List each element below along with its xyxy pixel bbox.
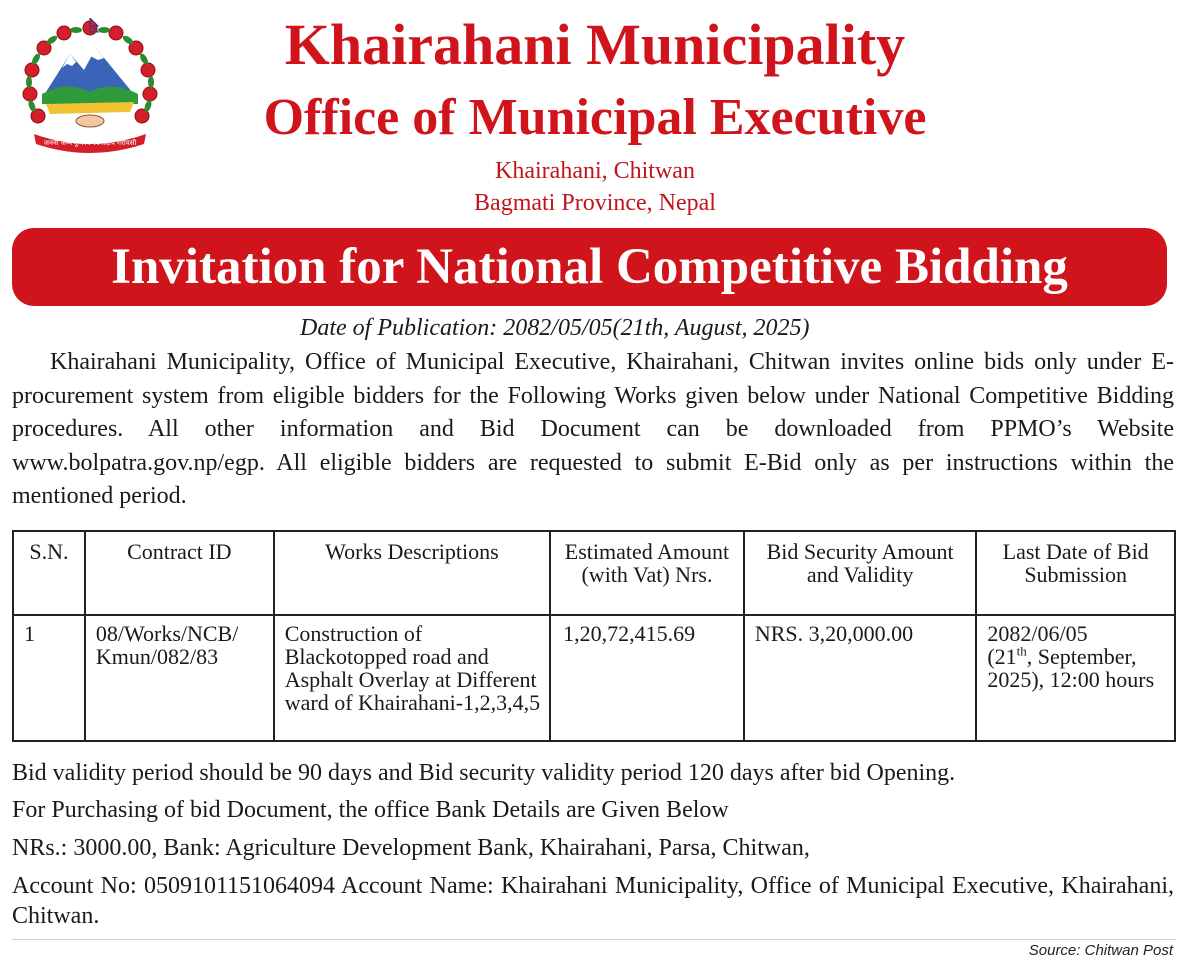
nepal-emblem-logo	[12, 18, 167, 153]
header-works-descriptions: Works Descriptions	[274, 531, 550, 615]
cell-last-date	[976, 615, 1175, 741]
table-header-row	[13, 531, 1175, 615]
office-title: Office of Municipal Executive	[263, 89, 927, 146]
table-row	[13, 615, 1175, 741]
emblem-motto-text: जननी जन्मभूमिश्च स्वर्गादपि गरीयसी	[43, 139, 137, 147]
footer-divider	[12, 939, 1176, 940]
cell-amount: 1,20,72,415.69	[550, 615, 744, 741]
cell-contract-id: 08/Works/NCB/ Kmun/082/83	[85, 615, 274, 741]
header-sn: S.N.	[13, 531, 85, 615]
address-line-1: Khairahani, Chitwan	[495, 158, 695, 184]
municipality-title: Khairahani Municipality	[284, 12, 906, 77]
cell-bid-security: NRS. 3,20,000.00	[744, 615, 976, 741]
header-contract-id: Contract ID	[85, 531, 274, 615]
header-last-date: Last Date of Bid Submission	[976, 531, 1175, 615]
validity-note: Bid validity period should be 90 days and Bid security validity period 120 days after bid Opening.	[12, 760, 956, 786]
invitation-banner: Invitation for National Competitive Bidding	[12, 228, 1167, 306]
bank-details: NRs.: 3000.00, Bank: Agriculture Development Bank, Khairahani, Parsa, Chitwan,	[12, 835, 810, 861]
cell-sn: 1	[13, 615, 85, 741]
intro-paragraph: Khairahani Municipality, Office of Municipal Executive, Khairahani, Chitwan invites online bids only under E-procurement system from eligible bidders for the Following Works given below under National Competitive Bidding procedures. All other information and Bid Document can be downloaded from PPMO’s Website www.bolpatra.gov.np/egp. All eligible bidders are requested to submit E-Bid only as per instructions within the mentioned period.	[12, 349, 1174, 509]
publication-date: Date of Publication: 2082/05/05(21th, August, 2025)	[300, 315, 810, 341]
header-bid-security: Bid Security Amount and Validity	[744, 531, 976, 615]
last-date-paren: (21	[987, 644, 1017, 669]
source-credit: Source: Chitwan Post	[1028, 942, 1173, 959]
address-line-2: Bagmati Province, Nepal	[474, 190, 716, 216]
header-estimated-amount: Estimated Amount (with Vat) Nrs.	[550, 531, 744, 615]
last-date-rest: , September, 2025), 12:00 hours	[987, 644, 1155, 692]
account-details: Account No: 0509101151064094 Account Name: Khairahani Municipality, Office of Municipal Executive, Khairahani, Chitwan.	[12, 873, 1174, 929]
last-date-sup: th	[1016, 643, 1027, 659]
purchasing-note: For Purchasing of bid Document, the office Bank Details are Given Below	[12, 797, 729, 823]
last-date-line1: 2082/06/05	[987, 621, 1088, 646]
bid-table	[12, 530, 1176, 742]
cell-description: Construction of Blackotopped road and Asphalt Overlay at Different ward of Khairahani-1,2,3,4,5	[274, 615, 550, 741]
